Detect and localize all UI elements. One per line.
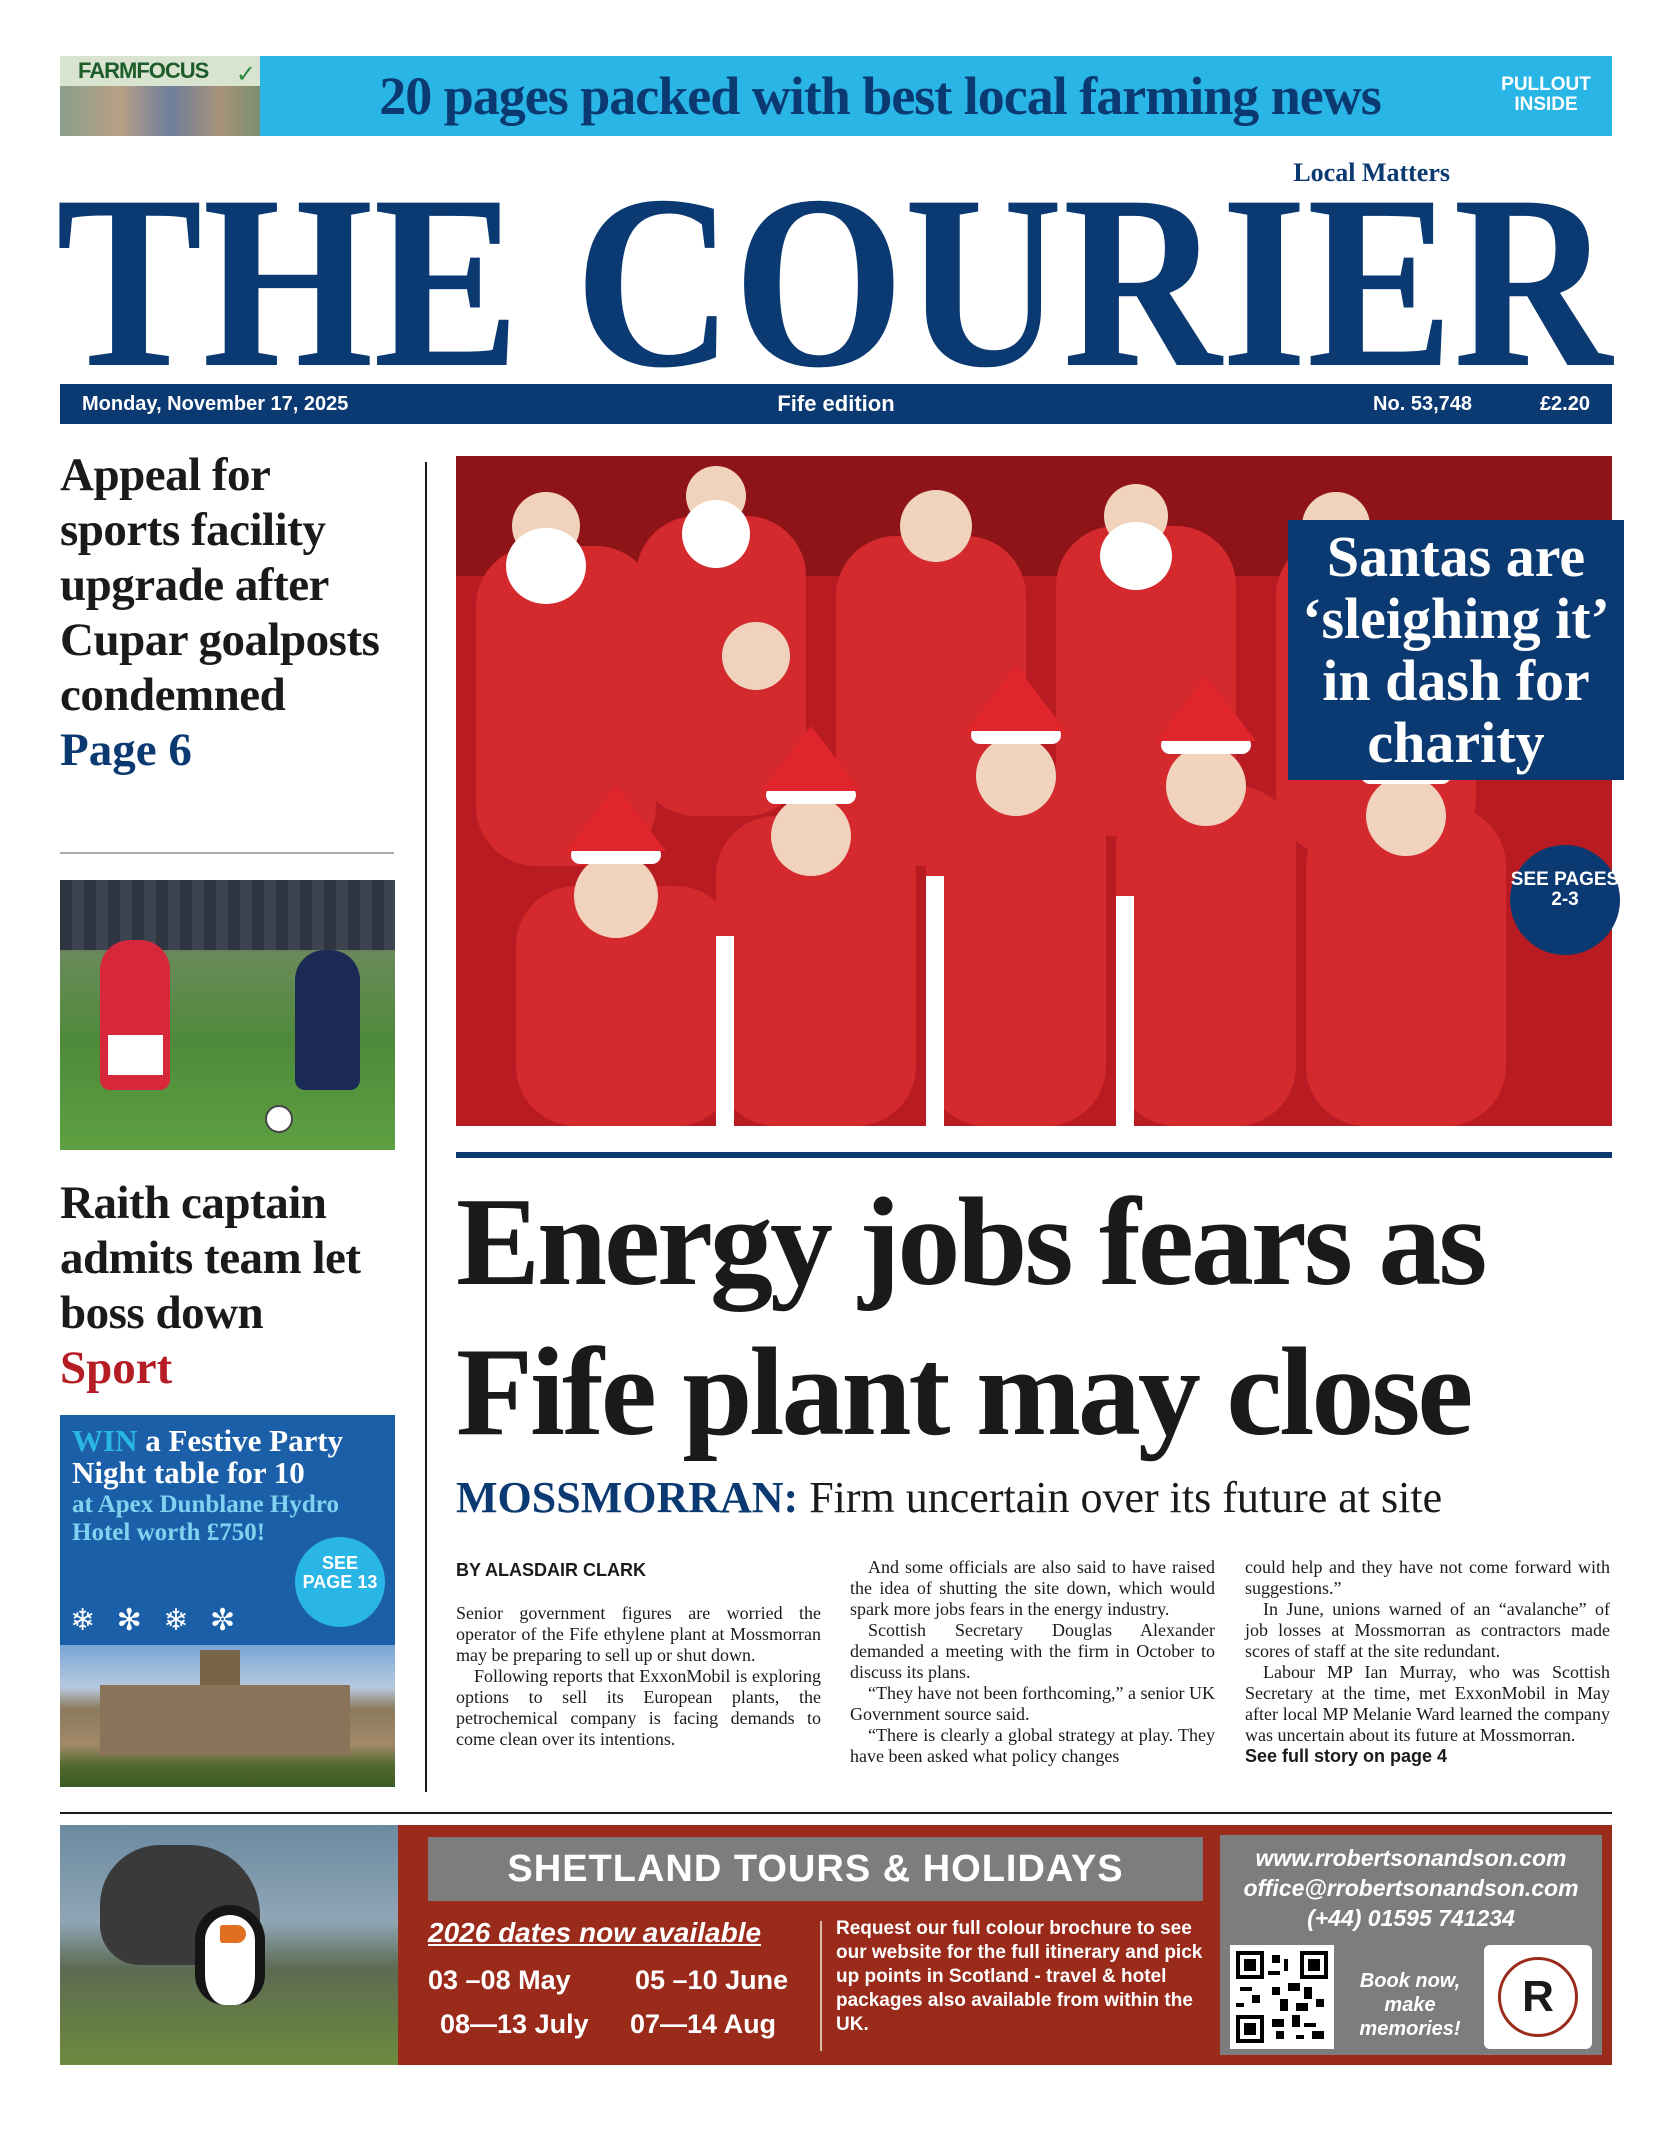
snowflake-icon: ❄ ✻ ❄ ✼ [70, 1603, 242, 1638]
tour-date: 07—14 Aug [630, 2009, 777, 2039]
tour-date: 05 –10 June [635, 1965, 789, 1995]
body-paragraph: In June, unions warned of an “avalanche” of job losses at Mossmorran as contractors made scores of staff at the site redundant. [1245, 1599, 1610, 1661]
promo-page-badge: SEE PAGE 13 [295, 1537, 385, 1627]
lead-headline[interactable] [456, 1168, 1616, 1468]
promo-title-rest: a Festive Party Night table for 10 [72, 1423, 344, 1490]
byline: BY ALASDAIR CLARK [456, 1560, 647, 1580]
robertson-logo-letter: R [1522, 1972, 1554, 2021]
advert-dates-label: 2026 dates now available [428, 1917, 762, 1948]
tour-date: 03 –08 May [428, 1965, 571, 1995]
lead-subhead-text: Firm uncertain over its future at site [809, 1473, 1443, 1522]
body-paragraph: “There is clearly a global strategy at play. They have been asked what policy changes [850, 1725, 1215, 1766]
lead-story-rule [456, 1152, 1612, 1158]
see-full-story-link[interactable]: See full story on page 4 [1245, 1746, 1448, 1766]
raith-headline: Raith captain admits team let boss down [60, 1177, 361, 1339]
cover-price: £2.20 [1539, 393, 1590, 415]
hotel-photo [60, 1645, 395, 1787]
masthead-title [56, 160, 1616, 380]
sidebar-divider [60, 852, 394, 854]
promo-subtitle: at Apex Dunblane Hydro Hotel worth £750! [72, 1491, 339, 1546]
issue-number: No. 53,748 [1373, 393, 1472, 415]
farm-focus-logo-text: FARMFOCUS [78, 58, 209, 83]
sidebar-story-cupar[interactable] [60, 448, 400, 778]
body-paragraph: Labour MP Ian Murray, who was Scottish Secretary at the time, met ExxonMobil in May after local MP Melanie Ward learned the company was uncertain about its future at Mossmorran. [1245, 1662, 1610, 1745]
sidebar-story-raith[interactable] [60, 1176, 400, 1396]
advert-info: Request our full colour brochure to see our website for the full itinerary and pick up points in Scotland - travel & hotel packages also available from within the UK. [836, 1918, 1203, 2035]
edition-label: Fife edition [777, 391, 895, 416]
festive-promo[interactable] [60, 1415, 395, 1787]
raith-section-ref[interactable]: Sport [60, 1342, 173, 1394]
raith-player [100, 940, 170, 1090]
lead-subhead [456, 1470, 1616, 1526]
body-paragraph: Following reports that ExxonMobil is exploring options to sell its European plants, the petrochemical company is facing demands to come clean over its intentions. [456, 1666, 821, 1749]
opponent-player [295, 950, 360, 1090]
date-bar [60, 384, 1612, 424]
stadium-stand [60, 880, 395, 950]
qr-code-icon[interactable] [1230, 1945, 1334, 2049]
advert-title: SHETLAND TOURS & HOLIDAYS [428, 1837, 1203, 1901]
football-ball [265, 1105, 293, 1133]
masthead-tagline: Local Matters [1293, 158, 1450, 187]
column-divider [425, 462, 427, 1792]
farmers-photo [60, 86, 260, 136]
advert-divider [820, 1921, 822, 2051]
masthead-title-text: THE COURIER [56, 160, 1615, 380]
see-pages-badge[interactable]: SEE PAGES 2-3 [1510, 845, 1620, 955]
tour-date: 08—13 July [440, 2009, 589, 2039]
body-paragraph: And some officials are also said to have raised the idea of shutting the site down, which would spark more jobs fears in the energy industry. [850, 1557, 1215, 1619]
advert-rule [60, 1812, 1612, 1814]
body-column-3 [1245, 1557, 1610, 1767]
issue-date: Monday, November 17, 2025 [82, 393, 349, 415]
advert-email[interactable]: office@rrobertsonandson.com [1243, 1875, 1579, 1901]
promo-win: WIN [72, 1423, 138, 1458]
farm-focus-logo [60, 56, 260, 136]
farm-focus-headline: 20 pages packed with best local farming news [379, 66, 1381, 126]
book-now-text: Book now, make memories! [1359, 1970, 1461, 2040]
body-paragraph: Scottish Secretary Douglas Alexander demanded a meeting with the firm in October to discuss its plans. [850, 1620, 1215, 1682]
shetland-tours-advert[interactable] [60, 1825, 1612, 2065]
lead-headline-line1: Energy jobs fears as [456, 1173, 1485, 1312]
cupar-page-ref[interactable]: Page 6 [60, 724, 192, 776]
santa-headline[interactable]: Santas are ‘sleighing it’ in dash for charity [1288, 520, 1624, 780]
advert-phone[interactable]: (+44) 01595 741234 [1307, 1905, 1515, 1931]
advert-website[interactable]: www.rrobertsonandson.com [1255, 1845, 1567, 1871]
advert-contact-panel [1220, 1835, 1602, 2055]
body-column-1 [456, 1603, 821, 1750]
puffin-photo [60, 1825, 398, 2065]
body-paragraph: Senior government figures are worried the operator of the Fife ethylene plant at Mossmorran may be preparing to sell up or shut down. [456, 1603, 821, 1665]
lead-kicker: MOSSMORRAN: [456, 1473, 799, 1522]
tick-icon: ✓ [235, 60, 256, 88]
body-column-2 [850, 1557, 1215, 1767]
body-paragraph: could help and they have not come forward with suggestions.” [1245, 1557, 1610, 1598]
pullout-label: PULLOUT INSIDE [1501, 74, 1591, 115]
promo-title [72, 1425, 387, 1489]
cupar-headline: Appeal for sports facility upgrade after Cupar goalposts condemned [60, 449, 380, 721]
robertson-logo [1484, 1945, 1592, 2049]
body-paragraph: “They have not been forthcoming,” a senior UK Government source said. [850, 1683, 1215, 1724]
lead-headline-line2: Fife plant may close [456, 1323, 1471, 1462]
football-photo[interactable] [60, 880, 395, 1150]
